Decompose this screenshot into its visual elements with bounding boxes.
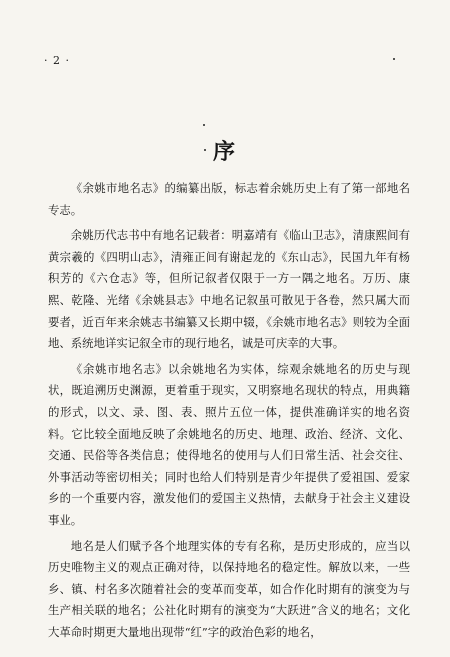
page-number: · 2 · <box>44 54 70 67</box>
document-body <box>48 178 410 647</box>
scan-speck <box>393 58 395 60</box>
page-title: 序 <box>212 139 237 165</box>
scan-speck <box>203 124 205 126</box>
paragraph-4: 地名是人们赋予各个地理实体的专有名称，是历史形成的，应当以历史唯物主义的观点正确对待，以保持地名的稳定性。解放以来，一些乡、镇、村名多次随着社会的变革而变革，如合作化时期有的演变为与生产相关联的地名；公社化时期有的演变为“大跃进”含义的地名；文化大革命时期更大量地出现带“红”字的政治色彩的地名， <box>48 538 410 639</box>
paragraph-3: 《余姚市地名志》以余姚地名为实体，综观余姚地名的历史与现状，既追溯历史渊源，更着重于现实，又明察地名现状的特点，用典籍的形式，以文、录、图、表、照片五位一体，提供准确详实的地名资料。它比较全面地反映了余姚地名的历史、地理、政治、经济、文化、交通、民俗等各类信息；使得地名的使用与人们日常生活、社会交往、外事活动等密切相关；同时也给人们特别是青少年提供了爱祖国、爱家乡的一个重要内容，激发他们的爱国主义热情，去献身于社会主义建设事业。 <box>48 361 410 527</box>
scan-speck <box>204 149 206 151</box>
paragraph-2: 余姚历代志书中有地名记载者：明嘉靖有《临山卫志》，清康熙间有黄宗羲的《四明山志》，清雍正间有谢起龙的《东山志》，民国九年有杨积芳的《六仓志》等，但所记叙者仅限于一方一隅之地名。万历、康熙、乾隆、光绪《余姚县志》中地名记叙虽可散见于各卷，然只属大而要者，近百年来余姚志书编纂又长期中辍，《余姚市地名志》则较为全面地、系统地详实记叙全市的现行地名，诚是可庆幸的大事。 <box>48 228 410 351</box>
paragraph-1: 《余姚市地名志》的编纂出版，标志着余姚历史上有了第一部地名专志。 <box>48 181 410 217</box>
